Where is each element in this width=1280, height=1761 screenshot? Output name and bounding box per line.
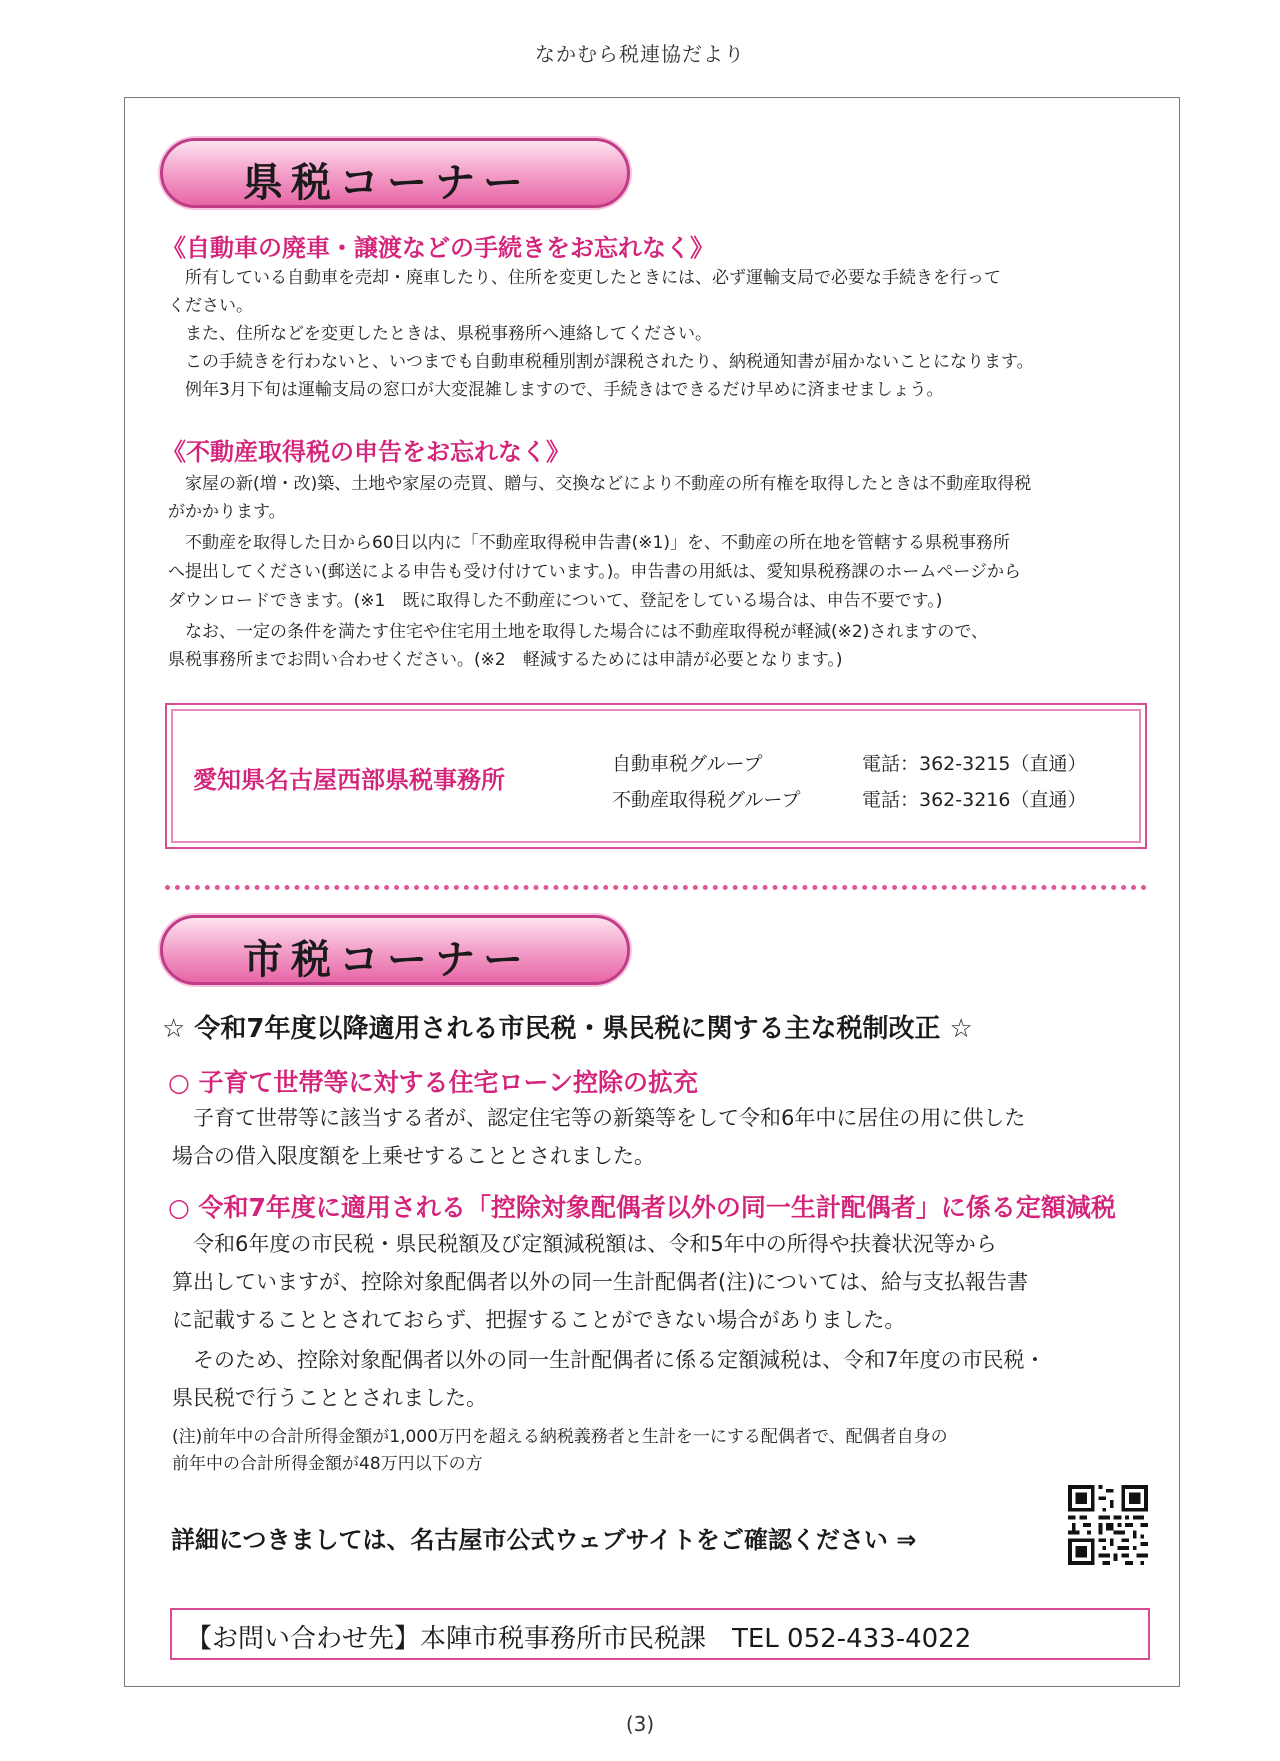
section-heading-housing-loan: ○ 子育て世帯等に対する住宅ローン控除の拡充: [168, 1068, 699, 1097]
tax-office-box: [165, 703, 1147, 849]
flat-tax-cut-line-4: そのため、控除対象配偶者以外の同一生計配偶者に係る定額減税は、令和7年度の市民税・: [172, 1348, 1046, 1372]
page-number: (3): [625, 1712, 655, 1736]
realestate-line-7: 県税事務所までお問い合わせください。(※2 軽減するためには申請が必要となります。): [168, 650, 843, 670]
contact-box: [170, 1608, 1150, 1660]
section-heading-flat-tax-cut: ○ 令和7年度に適用される「控除対象配偶者以外の同一生計配偶者」に係る定額減税: [168, 1193, 1116, 1222]
qr-code-icon[interactable]: [1068, 1485, 1148, 1565]
office-phone-realestate: 電話：362-3216（直通）: [862, 789, 1087, 811]
car-line-1: 所有している自動車を売却・廃車したり、住所を変更したときには、必ず運輸支局で必要な手続きを行って: [168, 268, 1001, 288]
realestate-line-1: 家屋の新(増・改)築、土地や家屋の売買、贈与、交換などにより不動産の所有権を取得したときは不動産取得税: [168, 474, 1032, 494]
car-line-4: この手続きを行わないと、いつまでも自動車税種別割が課税されたり、納税通知書が届かないことになります。: [168, 352, 1034, 372]
office-group-car: 自動車税グループ: [612, 753, 763, 775]
realestate-line-5: ダウンロードできます。(※1 既に取得した不動産について、登記をしている場合は、申告不要です。): [168, 591, 943, 611]
flat-tax-cut-line-3: に記載することとされておらず、把握することができない場合がありました。: [172, 1308, 906, 1332]
car-line-2: ください。: [168, 296, 253, 316]
pref-corner-banner: [160, 138, 630, 208]
realestate-line-4: へ提出してください(郵送による申告も受け付けています。)。申告書の用紙は、愛知県税務課のホームページから: [168, 562, 1022, 582]
housing-loan-line-2: 場合の借入限度額を上乗せすることとされました。: [172, 1144, 655, 1168]
flat-tax-cut-line-2: 算出していますが、控除対象配偶者以外の同一生計配偶者(注)については、給与支払報告書: [172, 1270, 1028, 1294]
tax-office-name: 愛知県名古屋西部県税事務所: [193, 766, 505, 794]
office-phone-car: 電話：362-3215（直通）: [862, 753, 1087, 775]
section-heading-realestate: 《不動産取得税の申告をお忘れなく》: [162, 438, 570, 466]
housing-loan-line-1: 子育て世帯等に該当する者が、認定住宅等の新築等をして令和6年中に居住の用に供した: [172, 1106, 1026, 1130]
section-divider: [165, 885, 1147, 890]
city-main-heading: ☆ 令和7年度以降適用される市民税・県民税に関する主な税制改正 ☆: [162, 1014, 973, 1044]
car-line-5: 例年3月下旬は運輸支局の窓口が大変混雑しますので、手続きはできるだけ早めに済ませましょう。: [168, 380, 944, 400]
section-heading-car: 《自動車の廃車・譲渡などの手続きをお忘れなく》: [162, 234, 714, 262]
note-line-2: 前年中の合計所得金額が48万円以下の方: [172, 1454, 483, 1474]
office-group-realestate: 不動産取得税グループ: [612, 789, 801, 811]
note-line-1: (注)前年中の合計所得金額が1,000万円を超える納税義務者と生計を一にする配偶者で、配偶者自身の: [172, 1427, 948, 1447]
car-line-3: また、住所などを変更したときは、県税事務所へ連絡してください。: [168, 324, 712, 344]
pref-corner-title: 県税コーナー: [243, 160, 531, 206]
newsletter-title: なかむら税連協だより: [535, 42, 745, 66]
city-corner-title: 市税コーナー: [243, 937, 531, 983]
city-corner-banner: [160, 915, 630, 985]
realestate-line-3: 不動産を取得した日から60日以内に「不動産取得税申告書(※1)」を、不動産の所在地を管轄する県税事務所: [168, 533, 1010, 553]
flat-tax-cut-line-1: 令和6年度の市民税・県民税額及び定額減税額は、令和5年中の所得や扶養状況等から: [172, 1232, 997, 1256]
realestate-line-2: がかかります。: [168, 502, 286, 522]
details-text: 詳細につきましては、名古屋市公式ウェブサイトをご確認ください ⇒: [171, 1526, 917, 1554]
realestate-line-6: なお、一定の条件を満たす住宅や住宅用土地を取得した場合には不動産取得税が軽減(※2)されますので、: [168, 622, 988, 642]
contact-text: 【お問い合わせ先】本陣市税事務所市民税課 TEL 052-433-4022: [186, 1624, 972, 1654]
flat-tax-cut-line-5: 県民税で行うこととされました。: [172, 1386, 487, 1410]
